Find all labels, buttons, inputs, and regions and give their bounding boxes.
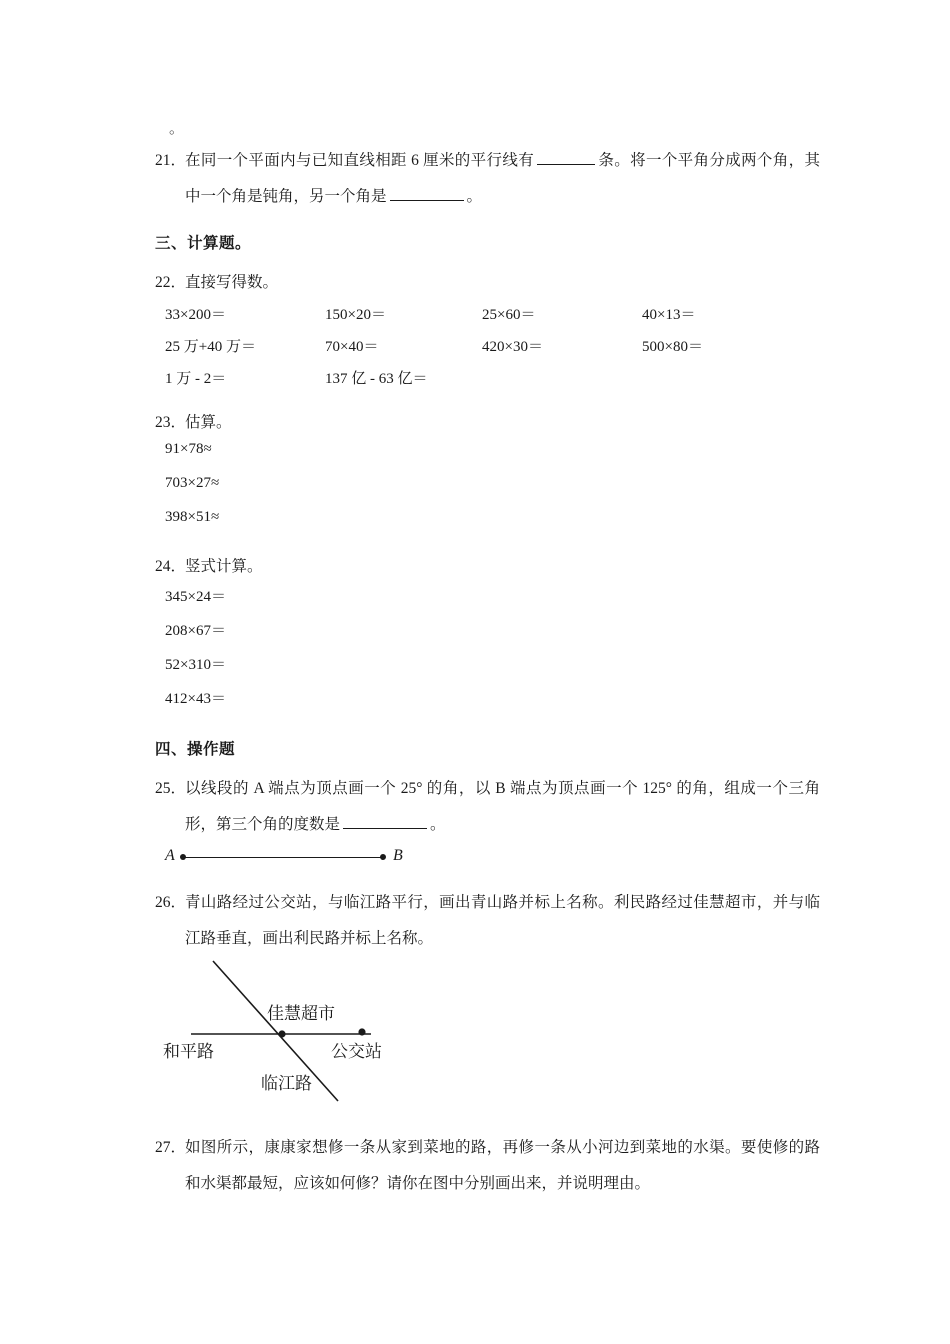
question-21-blank-2[interactable] [390, 186, 464, 201]
question-26-text-2: 临江路垂直，画出利民路并标上名称。 [185, 894, 820, 947]
landmark-label-bus-stop: 公交站 [331, 1042, 382, 1061]
question-21-text-3: 其中一个角是钝角，另一个角是 [185, 152, 820, 205]
segment-endpoint-b-dot [380, 854, 386, 860]
calc-row [165, 303, 820, 335]
road-label-linjiang: 临江路 [261, 1074, 312, 1093]
figure-crossing-roads [155, 959, 555, 1124]
section-heading-3: 三、计算题。 [155, 235, 252, 252]
question-24-number: 24． [155, 558, 187, 575]
question-21-text-1: 在同一个平面内与已知直线相距 6 厘米的平行线有 [185, 152, 535, 169]
calc-item: 398×51≈ [165, 509, 220, 525]
calc-row [165, 367, 820, 399]
page-content [155, 0, 820, 1202]
question-25-text-2: 角形，第三个角的度数是 [185, 780, 820, 833]
question-22-problem-grid [155, 303, 820, 399]
question-21-blank-1[interactable] [537, 150, 595, 165]
calc-cell: 33×200＝ [165, 307, 226, 323]
calc-cell: 40×13＝ [642, 307, 696, 323]
calc-cell: 25 万+40 万＝ [165, 339, 256, 355]
intersection-dot [278, 1030, 285, 1037]
question-21 [155, 143, 820, 215]
calc-item: 412×43＝ [165, 691, 226, 707]
question-25 [155, 771, 820, 843]
figure-segment-ab [155, 845, 820, 879]
question-22-title: 直接写得数。 [185, 274, 279, 291]
question-21-number: 21． [155, 152, 187, 169]
question-26 [155, 885, 820, 957]
question-21-text-4: 。 [466, 188, 483, 205]
question-26-body [155, 885, 820, 957]
question-24 [155, 551, 820, 583]
question-22 [155, 267, 820, 299]
question-21-body [155, 143, 820, 215]
question-25-text-3: 。 [430, 816, 446, 833]
calc-item: 345×24＝ [165, 589, 226, 605]
calc-item: 52×310＝ [165, 657, 226, 673]
calc-cell: 150×20＝ [325, 307, 386, 323]
question-23-title: 估算。 [185, 414, 232, 431]
question-23 [155, 407, 820, 439]
orphan-period-fragment: 。 [169, 121, 185, 137]
calc-item: 91×78≈ [165, 441, 212, 457]
question-25-blank[interactable] [343, 814, 427, 829]
question-27-text-2: 路和水渠都最短，应该如何修？请你在图中分别画出来，并说明理由。 [185, 1139, 820, 1192]
calc-cell: 500×80＝ [642, 339, 703, 355]
segment-label-b: B [393, 847, 403, 864]
calc-cell: 70×40＝ [325, 339, 379, 355]
question-27 [155, 1130, 820, 1202]
question-24-title: 竖式计算。 [185, 558, 263, 575]
segment-label-a: A [165, 847, 175, 864]
landmark-label-jiahui-supermarket: 佳慧超市 [267, 1004, 335, 1023]
segment-line [182, 857, 383, 858]
question-21-text-2: 条。将一个平角分成两个角， [598, 152, 805, 169]
calc-cell: 420×30＝ [482, 339, 543, 355]
calc-row [165, 335, 820, 367]
calc-cell: 137 亿 - 63 亿＝ [325, 371, 428, 387]
question-27-text-1: 如图所示，康康家想修一条从家到菜地的路，再修一条从小河边到菜地的水渠。要使修的 [185, 1139, 805, 1156]
question-25-number: 25． [155, 780, 187, 797]
question-22-number: 22． [155, 274, 187, 291]
question-27-body [155, 1130, 820, 1202]
question-23-problem-list [155, 441, 820, 543]
question-27-number: 27． [155, 1139, 187, 1156]
question-25-text-1: 以线段的 A 端点为顶点画一个 25° 的角，以 B 端点为顶点画一个 125° 的角，组成一个三 [185, 780, 805, 797]
question-23-number: 23． [155, 414, 187, 431]
bus-stop-dot [358, 1028, 365, 1035]
question-26-text-1: 青山路经过公交站，与临江路平行，画出青山路并标上名称。利民路经过佳慧超市，并与 [185, 894, 805, 911]
question-25-body [155, 771, 820, 843]
calc-item: 703×27≈ [165, 475, 220, 491]
calc-item: 208×67＝ [165, 623, 226, 639]
question-24-problem-list [155, 585, 820, 721]
calc-cell: 25×60＝ [482, 307, 536, 323]
calc-cell: 1 万 - 2＝ [165, 371, 227, 387]
question-26-number: 26． [155, 894, 187, 911]
section-heading-4: 四、操作题 [155, 741, 236, 758]
road-label-heping: 和平路 [163, 1042, 214, 1061]
